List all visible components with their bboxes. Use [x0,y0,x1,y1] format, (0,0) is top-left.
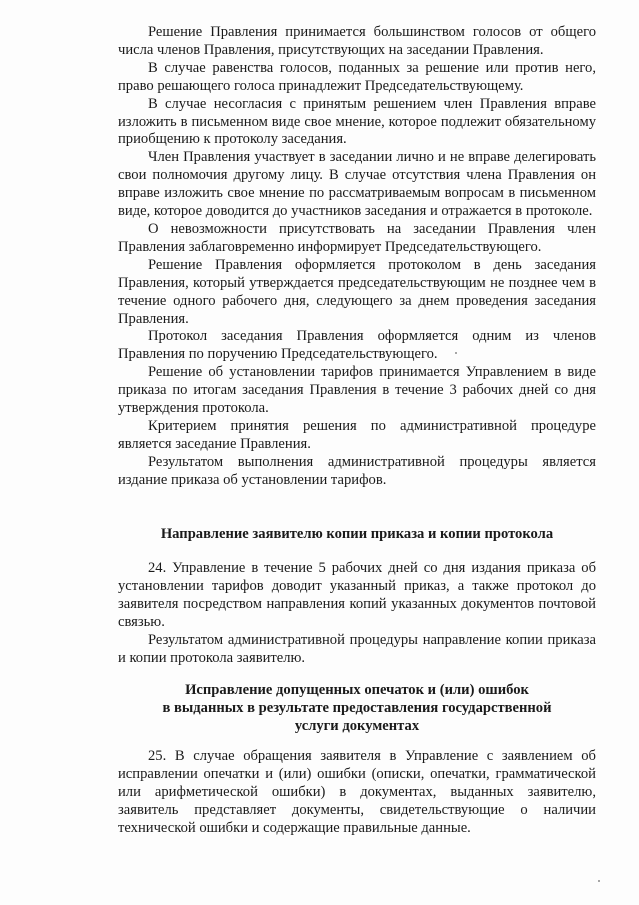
paragraph: Протокол заседания Правления оформляется одним из членов Правления по поручению Председательствующего. [118,328,596,363]
paragraph: Результатом административной процедуры направление копии приказа и копии протокола заявителю. [118,631,596,666]
paragraph: Решение Правления принимается большинством голосов от общего числа членов Правления, присутствующих на заседании Правления. [118,24,596,58]
paragraph: Решение об установлении тарифов принимается Управлением в виде приказа по итогам заседания Правления в течение 3 рабочих дней со дня утверждения протокола. [118,364,596,417]
paragraph: Результатом выполнения административной процедуры является издание приказа об установлении тарифов. [118,453,596,488]
paragraph: Решение Правления оформляется протоколом в день заседания Правления, который утверждается председательствующим не позднее чем в течение одного рабочего дня, следующего за днем проведения заседания Правления. [118,256,596,327]
heading-line: Направление заявителю копии приказа и копии протокола [160,526,554,542]
paragraph-block-3 [118,748,596,838]
heading-line: услуги документах [294,717,420,734]
section-heading-error-correction [118,682,596,736]
paragraph: Критерием принятия решения по административной процедуре является заседание Правления. [118,417,596,452]
scan-speck [455,352,457,354]
heading-line: Исправление допущенных опечаток и (или) ошибок [185,682,529,698]
paragraph: О невозможности присутствовать на заседании Правления член Правления заблаговременно информирует Председательствующего. [118,220,596,255]
paragraph-block-2 [118,560,596,667]
scan-speck [598,880,600,882]
paragraph: В случае несогласия с принятым решением член Правления вправе изложить в письменном виде свое мнение, которое подлежит обязательному приобщению к протоколу заседания. [118,95,596,148]
paragraph: В случае равенства голосов, поданных за решение или против него, право решающего голоса принадлежит Председательствующему. [118,59,596,94]
heading-line: в выданных в результате предоставления государственной [162,699,552,716]
paragraph-block-1 [118,24,596,490]
paragraph: 25. В случае обращения заявителя в Управление с заявлением об исправлении опечатки и (или) ошибки (описки, опечатки, грамматической или арифметической ошибки) в документах, выданных заявителю, заявитель представляет документы, свидетельствующие о наличии технической ошибки и содержащие правильные данные. [118,748,596,836]
section-heading-copy-delivery [118,526,596,544]
paragraph: 24. Управление в течение 5 рабочих дней со дня издания приказа об установлении тарифов доводит указанный приказ, а также протокол до заявителя посредством направления копий указанных документов почтовой связью. [118,560,596,630]
paragraph: Член Правления участвует в заседании лично и не вправе делегировать свои полномочия другому лицу. В случае отсутствия члена Правления он вправе изложить свое мнение по рассматриваемым вопросам в письменном виде, которое доводится до участников заседания и отражается в протоколе. [118,149,596,220]
